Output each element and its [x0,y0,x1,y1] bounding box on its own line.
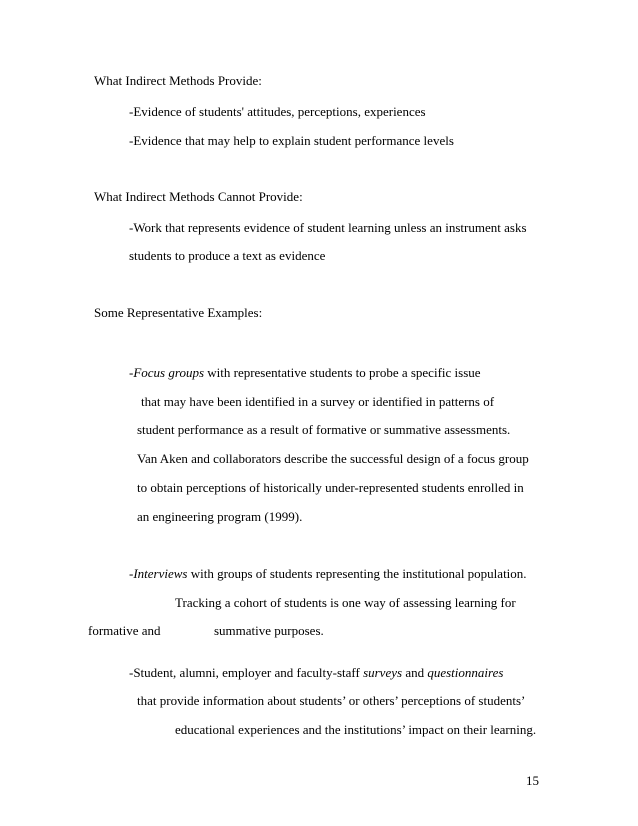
paragraph-line: Van Aken and collaborators describe the successful design of a focus group [137,451,529,466]
paragraph-line: formative and [88,623,161,638]
paragraph-line: students to produce a text as evidence [129,248,326,263]
dash: - [129,566,134,581]
example-focus-groups [129,365,481,381]
heading-indirect-cannot-provide: What Indirect Methods Cannot Provide: [94,189,303,204]
paragraph-line: that may have been identified in a survey or identified in patterns of [141,394,495,409]
heading-indirect-provide: What Indirect Methods Provide: [94,73,262,88]
example-surveys [129,665,503,681]
text: with groups of students representing the institutional population. [187,566,527,581]
page-number: 15 [526,773,539,788]
paragraph-line: to obtain perceptions of historically under-represented students enrolled in [137,480,524,495]
list-item: -Evidence that may help to explain student performance levels [129,133,454,148]
heading-representative-examples: Some Representative Examples: [94,305,263,320]
paragraph-line: student performance as a result of formative or summative assessments. [137,422,511,437]
list-item: -Evidence of students' attitudes, perceptions, experiences [129,104,426,119]
text: and [402,665,428,680]
paragraph-line: an engineering program (1999). [137,509,303,524]
term-focus-groups: Focus groups [133,365,204,380]
term-questionnaires: questionnaires [427,665,504,680]
paragraph-line: summative purposes. [214,623,324,638]
text: -Student, alumni, employer and faculty-staff [129,665,364,680]
example-interviews [129,566,527,582]
paragraph-line: educational experiences and the institutions’ impact on their learning. [175,722,537,737]
paragraph-line: that provide information about students’ or others’ perceptions of students’ [137,693,526,708]
paragraph-line: -Work that represents evidence of student learning unless an instrument asks [129,220,527,235]
paragraph-line: Tracking a cohort of students is one way of assessing learning for [175,595,516,610]
text: with representative students to probe a specific issue [204,365,481,380]
dash: - [129,365,134,380]
term-surveys: surveys [363,665,403,680]
term-interviews: Interviews [133,566,188,581]
